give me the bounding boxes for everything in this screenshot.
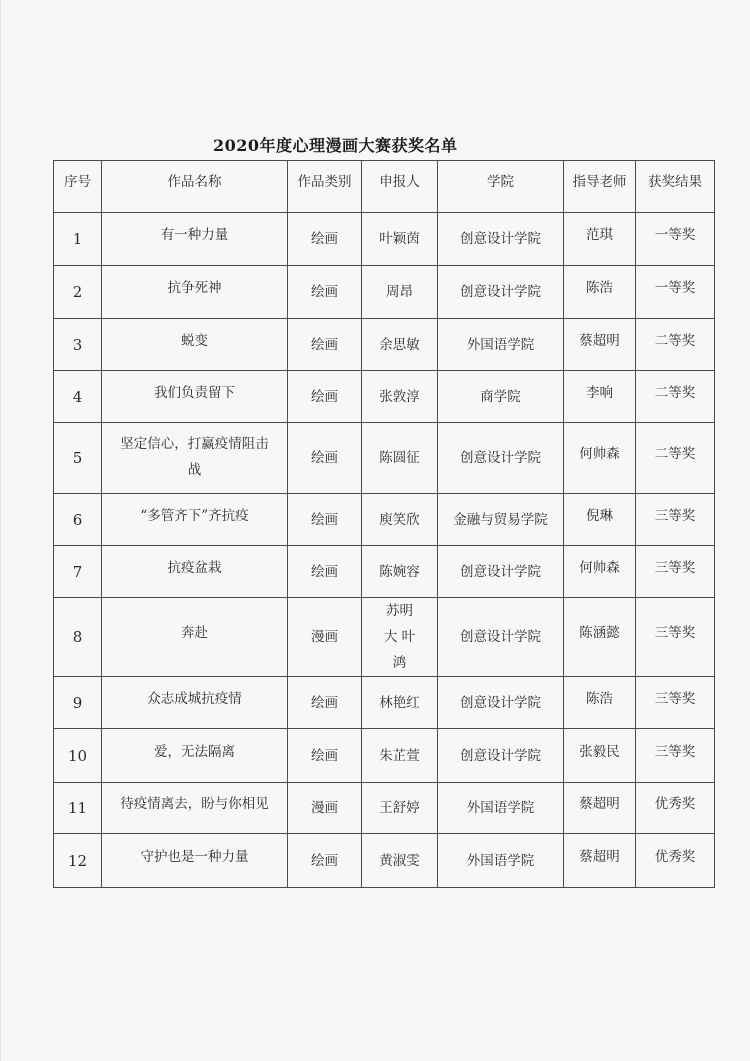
cell-advisor: 蔡超明 [564,834,636,888]
cell-no: 2 [54,266,102,319]
cell-applicant: 余思敏 [362,319,438,371]
cell-category: 绘画 [288,371,362,423]
cell-work: 蜕变 [102,319,288,371]
cell-no: 4 [54,371,102,423]
cell-category: 绘画 [288,729,362,783]
cell-no: 9 [54,677,102,729]
cell-college: 创意设计学院 [438,598,564,677]
table-header-row [54,161,715,213]
cell-college: 外国语学院 [438,319,564,371]
cell-no: 5 [54,423,102,494]
cell-work: 坚定信心，打赢疫情阻击战 [102,423,288,494]
cell-advisor: 李响 [564,371,636,423]
cell-college: 创意设计学院 [438,677,564,729]
cell-advisor: 张毅民 [564,729,636,783]
cell-category: 漫画 [288,598,362,677]
table-row [54,266,715,319]
cell-result: 三等奖 [636,598,715,677]
cell-category: 绘画 [288,494,362,546]
cell-advisor: 何帅森 [564,423,636,494]
cell-applicant: 周昂 [362,266,438,319]
cell-advisor: 蔡超明 [564,319,636,371]
table-row [54,677,715,729]
table-row [54,423,715,494]
cell-work: 爱，无法隔离 [102,729,288,783]
cell-advisor: 陈浩 [564,266,636,319]
cell-no: 12 [54,834,102,888]
table-row [54,319,715,371]
cell-work: 我们负责留下 [102,371,288,423]
awards-table [53,160,715,888]
header-cell-applicant: 申报人 [362,161,438,213]
cell-college: 创意设计学院 [438,546,564,598]
cell-work: 奔赴 [102,598,288,677]
header-cell-college: 学院 [438,161,564,213]
header-cell-advisor: 指导老师 [564,161,636,213]
cell-category: 漫画 [288,783,362,834]
cell-category: 绘画 [288,319,362,371]
cell-advisor: 陈浩 [564,677,636,729]
cell-college: 创意设计学院 [438,266,564,319]
cell-applicant: 陈圆征 [362,423,438,494]
header-cell-no: 序号 [54,161,102,213]
cell-category: 绘画 [288,213,362,266]
cell-applicant: 黄淑雯 [362,834,438,888]
cell-no: 10 [54,729,102,783]
table-row [54,729,715,783]
cell-college: 商学院 [438,371,564,423]
table-row [54,371,715,423]
header-cell-work: 作品名称 [102,161,288,213]
cell-result: 二等奖 [636,319,715,371]
table-row [54,213,715,266]
cell-work: “多管齐下”齐抗疫 [102,494,288,546]
cell-college: 创意设计学院 [438,729,564,783]
cell-applicant: 叶颖茵 [362,213,438,266]
cell-result: 三等奖 [636,494,715,546]
cell-result: 优秀奖 [636,783,715,834]
cell-category: 绘画 [288,677,362,729]
cell-advisor: 倪琳 [564,494,636,546]
cell-category: 绘画 [288,423,362,494]
cell-college: 外国语学院 [438,783,564,834]
cell-result: 三等奖 [636,729,715,783]
document-title: 2020年度心理漫画大赛获奖名单 [213,136,458,155]
cell-applicant: 庾笑欣 [362,494,438,546]
cell-work: 有一种力量 [102,213,288,266]
cell-no: 6 [54,494,102,546]
cell-college: 创意设计学院 [438,213,564,266]
table-row [54,783,715,834]
table-row [54,834,715,888]
cell-applicant: 张敦淳 [362,371,438,423]
cell-work: 众志成城抗疫情 [102,677,288,729]
cell-result: 二等奖 [636,371,715,423]
cell-no: 11 [54,783,102,834]
cell-college: 创意设计学院 [438,423,564,494]
cell-category: 绘画 [288,546,362,598]
cell-work: 守护也是一种力量 [102,834,288,888]
header-cell-result: 获奖结果 [636,161,715,213]
cell-applicant: 朱芷萱 [362,729,438,783]
table-row [54,546,715,598]
cell-college: 金融与贸易学院 [438,494,564,546]
table-row [54,494,715,546]
cell-advisor: 陈涵懿 [564,598,636,677]
cell-no: 3 [54,319,102,371]
cell-applicant: 陈婉容 [362,546,438,598]
cell-advisor: 何帅森 [564,546,636,598]
cell-work: 待疫情离去，盼与你相见 [102,783,288,834]
cell-advisor: 范琪 [564,213,636,266]
table-row [54,598,715,677]
cell-college: 外国语学院 [438,834,564,888]
header-cell-category: 作品类别 [288,161,362,213]
cell-applicant: 林艳红 [362,677,438,729]
cell-result: 一等奖 [636,266,715,319]
cell-category: 绘画 [288,266,362,319]
cell-advisor: 蔡超明 [564,783,636,834]
cell-work: 抗争死神 [102,266,288,319]
cell-work: 抗疫盆栽 [102,546,288,598]
cell-result: 三等奖 [636,677,715,729]
cell-no: 1 [54,213,102,266]
cell-result: 一等奖 [636,213,715,266]
cell-no: 7 [54,546,102,598]
cell-category: 绘画 [288,834,362,888]
cell-result: 三等奖 [636,546,715,598]
cell-result: 二等奖 [636,423,715,494]
cell-result: 优秀奖 [636,834,715,888]
cell-applicant: 王舒婷 [362,783,438,834]
cell-applicant: 苏明大 叶鸿 [362,598,438,677]
cell-no: 8 [54,598,102,677]
